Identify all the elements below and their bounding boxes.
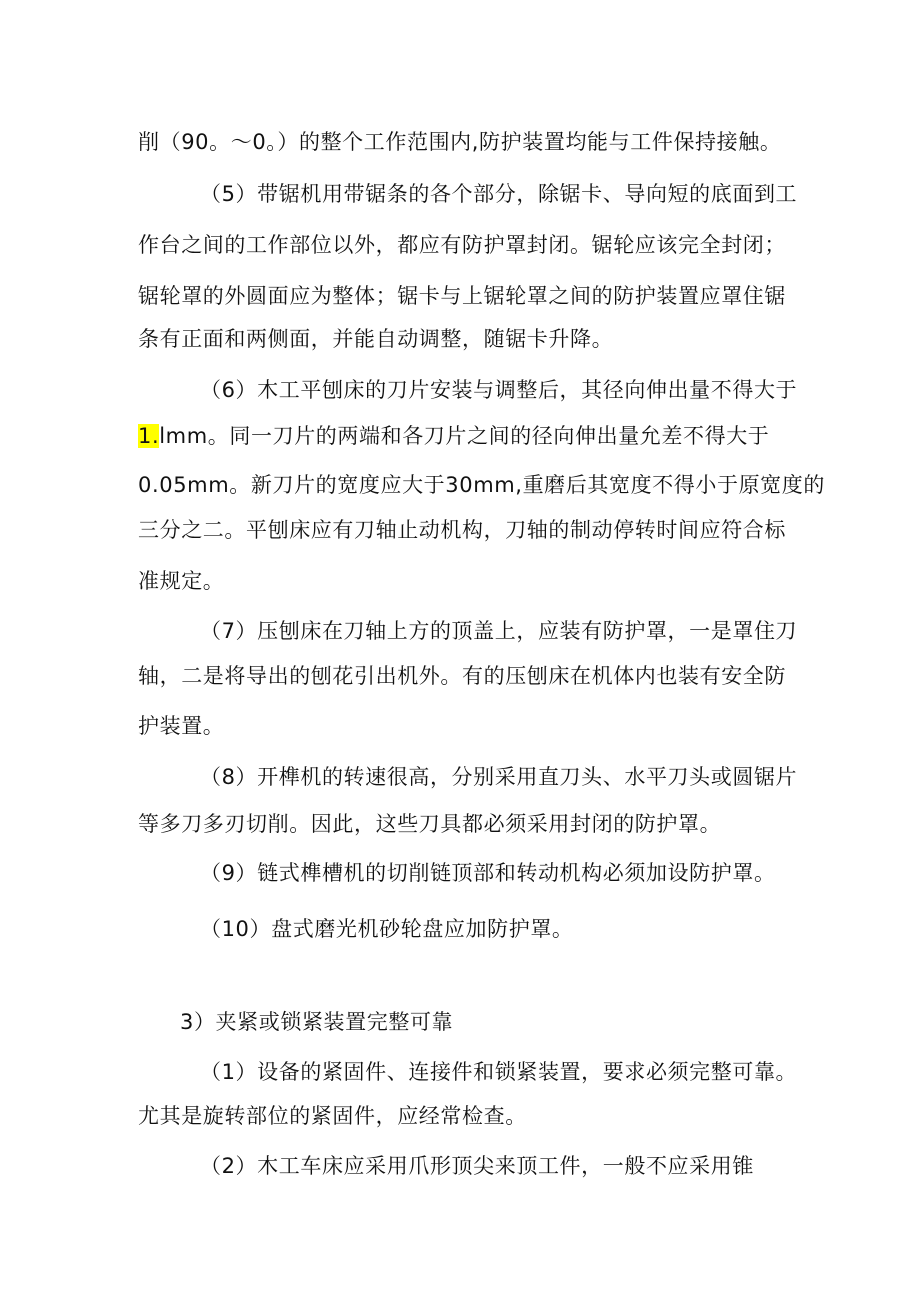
paragraph-line: （7）压刨床在刀轴上方的顶盖上，应装有防护罩，一是罩住刀 — [200, 619, 798, 643]
paragraph-line: 三分之二。平刨床应有刀轴止动机构，刀轴的制动停转时间应符合标 — [138, 518, 786, 542]
highlighted-text: 1. — [138, 424, 160, 448]
paragraph-line: 轴，二是将导出的刨花引出机外。有的压刨床在机体内也装有安全防 — [138, 664, 786, 688]
paragraph-line: 0.05mm。新刀片的宽度应大于30mm,重磨后其宽度不得小于原宽度的 — [138, 473, 825, 497]
paragraph-line: （8）开榫机的转速很高，分别采用直刀头、水平刀头或圆锯片 — [200, 765, 798, 789]
paragraph-line: （5）带锯机用带锯条的各个部分，除锯卡、导向短的底面到工 — [200, 182, 798, 206]
line-text: lmm。同一刀片的两端和各刀片之间的径向伸出量允差不得大于 — [159, 424, 770, 448]
paragraph-line: 锯轮罩的外圆面应为整体；锯卡与上锯轮罩之间的防护装置应罩住锯 — [138, 284, 786, 308]
paragraph-line: 削（90。～0。）的整个工作范围内,防护装置均能与工件保持接触。 — [138, 130, 782, 154]
paragraph-line: 条有正面和两侧面，并能自动调整，随锯卡升降。 — [138, 327, 614, 351]
paragraph-line: （1）设备的紧固件、连接件和锁紧装置，要求必须完整可靠。 — [200, 1060, 798, 1084]
paragraph-line: 护装置。 — [138, 714, 225, 738]
section-heading: 3）夹紧或锁紧装置完整可靠 — [180, 1010, 454, 1034]
paragraph-line: （9）链式榫槽机的切削链顶部和转动机构必须加设防护罩。 — [200, 861, 776, 885]
paragraph-line — [138, 421, 769, 451]
paragraph-line: 作台之间的工作部位以外，都应有防护罩封闭。锯轮应该完全封闭； — [138, 233, 786, 257]
paragraph-line: （6）木工平刨床的刀片安装与调整后，其径向伸出量不得大于 — [200, 378, 798, 402]
paragraph-line: 准规定。 — [138, 569, 225, 593]
paragraph-line: （10）盘式磨光机砂轮盘应加防护罩。 — [200, 917, 574, 941]
paragraph-line: 等多刀多刃切削。因此，这些刀具都必须采用封闭的防护罩。 — [138, 812, 722, 836]
paragraph-line: （2）木工车床应采用爪形顶尖来顶工件，一般不应采用锥 — [200, 1154, 754, 1178]
paragraph-line: 尤其是旋转部位的紧固件，应经常检查。 — [138, 1104, 527, 1128]
